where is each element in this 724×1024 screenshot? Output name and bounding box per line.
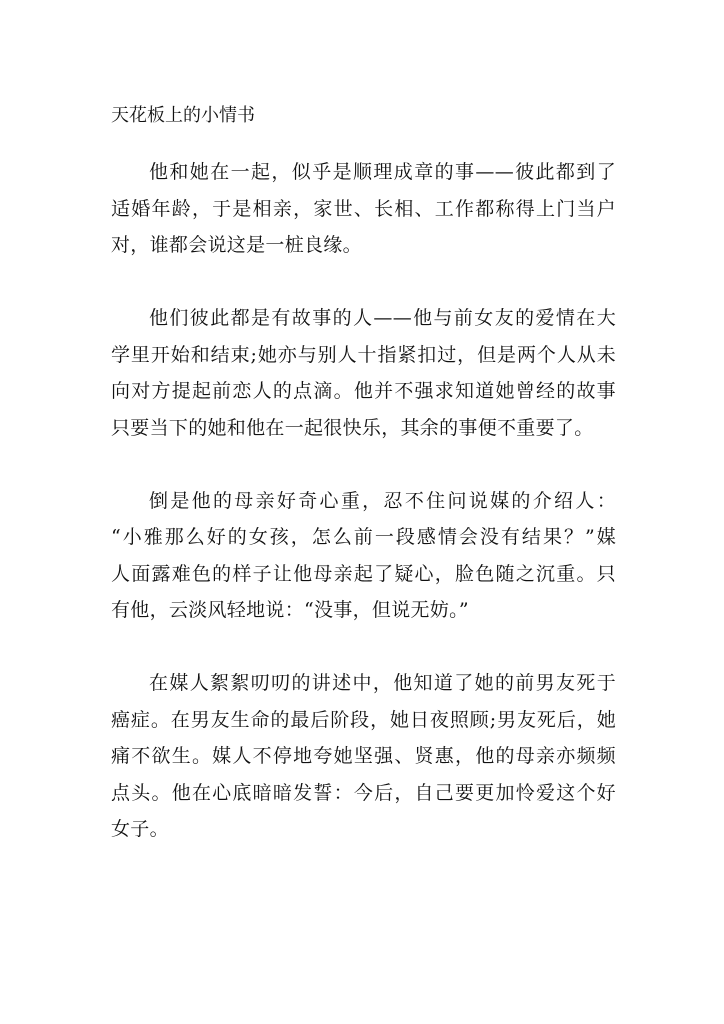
paragraph-line: 向对方提起前恋人的点滴。他并不强求知道她曾经的故事: [111, 380, 616, 402]
document-title: 天花板上的小情书: [111, 105, 255, 126]
paragraph-line: 只要当下的她和他在一起很快乐，其余的事便不重要了。: [111, 416, 594, 439]
paragraph-line: 痛不欲生。媒人不停地夸她坚强、贤惠，他的母亲亦频频: [111, 745, 616, 767]
paragraph-line: “小雅那么好的女孩，怎么前一段感情会没有结果？”媒: [111, 526, 616, 548]
document-page: [111, 103, 616, 848]
paragraph-3: [111, 483, 616, 629]
paragraph-line: 在媒人絮絮叨叨的讲述中，他知道了她的前男友死于: [149, 672, 616, 694]
paragraph-line: 点头。他在心底暗暗发誓：今后，自己要更加怜爱这个好: [111, 781, 616, 804]
paragraph-line: 他们彼此都是有故事的人——他与前女友的爱情在大: [149, 307, 616, 329]
paragraph-line: 倒是他的母亲好奇心重，忍不住问说媒的介绍人：: [149, 489, 616, 512]
paragraph-2: [111, 300, 616, 446]
paragraph-spacer: [111, 629, 616, 666]
paragraph-spacer: [111, 446, 616, 483]
paragraph-line: 适婚年龄，于是相亲，家世、长相、工作都称得上门当户: [111, 197, 616, 220]
paragraph-spacer: [111, 264, 616, 301]
paragraph-line: 学里开始和结束;她亦与别人十指紧扣过，但是两个人从未: [111, 343, 616, 366]
paragraph-line: 他和她在一起，似乎是顺理成章的事——彼此都到了: [149, 161, 616, 183]
paragraph-4: [111, 665, 616, 848]
paragraph-line: 对，谁都会说这是一桩良缘。: [111, 234, 362, 256]
paragraph-1: [111, 154, 616, 264]
paragraph-line: 有他，云淡风轻地说：“没事，但说无妨。”: [111, 599, 469, 621]
paragraph-line: 人面露难色的样子让他母亲起了疑心，脸色随之沉重。只: [111, 562, 616, 585]
paragraph-line: 女子。: [111, 818, 169, 840]
paragraph-line: 癌症。在男友生命的最后阶段，她日夜照顾;男友死后，她: [111, 708, 616, 731]
